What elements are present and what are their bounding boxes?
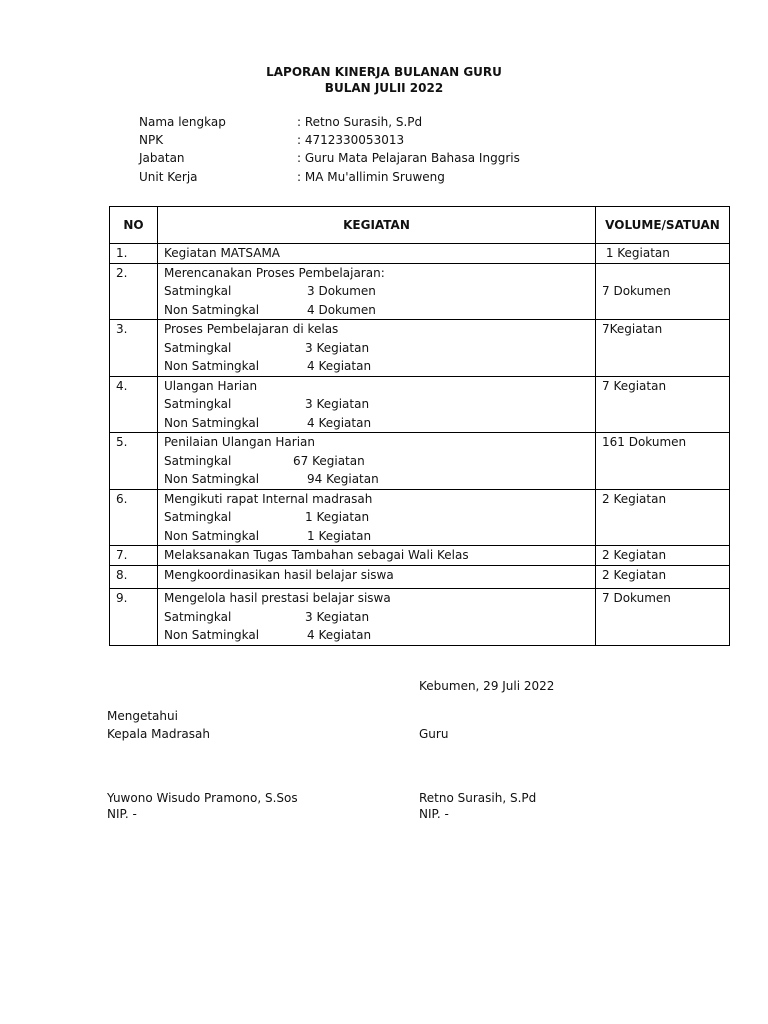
row-no: 4. (110, 376, 158, 433)
row-activity (158, 433, 596, 490)
info-value-position: : Guru Mata Pelajaran Bahasa Inggris (297, 151, 520, 165)
row-activity-text: Proses Pembelajaran di kelas (164, 322, 339, 336)
row-activity-text: Mengkoordinasikan hasil belajar siswa (164, 567, 394, 582)
table-row (110, 263, 730, 320)
sub-item (164, 339, 589, 358)
row-activity-text: Melaksanakan Tugas Tambahan sebagai Wali Kelas (164, 548, 469, 562)
row-no: 6. (110, 489, 158, 546)
sub-label: Non Satmingkal (164, 528, 260, 543)
sub-value: 4 Kegiatan (307, 415, 372, 430)
sub-label: Non Satmingkal (164, 302, 260, 317)
table-row (110, 320, 730, 377)
row-activity-text: Merencanakan Proses Pembelajaran: (164, 265, 385, 280)
row-activity (158, 546, 596, 566)
row-activity (158, 263, 596, 320)
sub-value: 1 Kegiatan (305, 510, 370, 524)
row-activity (158, 376, 596, 433)
teacher-nip: NIP. - (419, 807, 449, 821)
sub-value: 67 Kegiatan (293, 453, 365, 468)
activity-table (109, 206, 730, 646)
row-activity-text: Kegiatan MATSAMA (164, 246, 281, 260)
row-volume: 7 Dokumen (596, 589, 730, 646)
info-label-position: Jabatan (139, 151, 185, 165)
row-activity-text: Mengelola hasil prestasi belajar siswa (164, 591, 391, 605)
sub-item (164, 470, 589, 489)
sub-label: Satmingkal (164, 453, 232, 468)
header-activity: KEGIATAN (158, 207, 596, 244)
sub-value: 1 Kegiatan (307, 528, 372, 543)
info-label-name: Nama lengkap (139, 115, 226, 129)
table-row (110, 589, 730, 646)
sub-value: 3 Kegiatan (305, 397, 370, 411)
row-activity-text: Ulangan Harian (164, 378, 258, 393)
sub-label: Satmingkal (164, 397, 232, 411)
sub-item (164, 282, 589, 301)
sub-value: 4 Kegiatan (307, 359, 372, 373)
row-activity (158, 320, 596, 377)
sub-item (164, 414, 589, 433)
acknowledged-label: Mengetahui (107, 709, 178, 723)
row-no: 7. (110, 546, 158, 566)
row-activity (158, 244, 596, 264)
row-volume: 7 Kegiatan (596, 376, 730, 433)
principal-role: Kepala Madrasah (107, 727, 210, 741)
row-no: 1. (110, 244, 158, 264)
row-volume: 1 Kegiatan (596, 244, 730, 264)
sub-item (164, 301, 589, 320)
row-no: 2. (110, 263, 158, 320)
sub-label: Satmingkal (164, 340, 232, 355)
principal-name: Yuwono Wisudo Pramono, S.Sos (107, 791, 298, 805)
sub-label: Non Satmingkal (164, 415, 260, 430)
sub-item (164, 608, 589, 627)
row-activity (158, 489, 596, 546)
teacher-name: Retno Surasih, S.Pd (419, 791, 537, 805)
sub-label: Non Satmingkal (164, 359, 260, 373)
header-volume: VOLUME/SATUAN (596, 207, 730, 244)
sub-item (164, 508, 589, 527)
table-header-row (110, 207, 730, 244)
place-date: Kebumen, 29 Juli 2022 (419, 679, 555, 693)
sub-label: Satmingkal (164, 510, 232, 524)
info-label-npk: NPK (139, 133, 164, 147)
sub-item (164, 626, 589, 645)
sub-item (164, 357, 589, 376)
sub-label: Non Satmingkal (164, 472, 260, 486)
report-subtitle: BULAN JULII 2022 (324, 81, 444, 95)
sub-value: 3 Kegiatan (305, 609, 370, 624)
row-volume: 161 Dokumen (596, 433, 730, 490)
info-value-npk: : 4712330053013 (297, 133, 405, 147)
sub-label: Satmingkal (164, 609, 232, 624)
table-row (110, 376, 730, 433)
report-title: LAPORAN KINERJA BULANAN GURU (266, 65, 502, 79)
table-row (110, 565, 730, 589)
row-volume: 7Kegiatan (596, 320, 730, 377)
teacher-role: Guru (419, 727, 449, 741)
info-label-unit: Unit Kerja (139, 170, 198, 184)
row-no: 9. (110, 589, 158, 646)
row-volume: 2 Kegiatan (596, 489, 730, 546)
info-value-unit: : MA Mu'allimin Sruweng (297, 170, 445, 184)
sub-value: 94 Kegiatan (307, 472, 379, 486)
sub-item (164, 452, 589, 471)
sub-label: Non Satmingkal (164, 628, 260, 642)
row-no: 3. (110, 320, 158, 377)
principal-nip: NIP. - (107, 807, 137, 821)
info-value-name: : Retno Surasih, S.Pd (297, 115, 423, 129)
sub-value: 3 Kegiatan (305, 340, 370, 355)
sub-value: 4 Dokumen (307, 302, 376, 317)
row-volume: 7 Dokumen (596, 263, 730, 320)
header-no: NO (110, 207, 158, 244)
sub-label: Satmingkal (164, 284, 232, 298)
sub-value: 3 Dokumen (307, 284, 376, 298)
table-row (110, 489, 730, 546)
sub-item (164, 527, 589, 546)
row-no: 5. (110, 433, 158, 490)
row-no: 8. (110, 565, 158, 589)
sub-item (164, 395, 589, 414)
table-row (110, 244, 730, 264)
row-activity (158, 589, 596, 646)
row-activity (158, 565, 596, 589)
row-volume: 2 Kegiatan (596, 546, 730, 566)
sub-value: 4 Kegiatan (307, 628, 372, 642)
row-activity-text: Penilaian Ulangan Harian (164, 435, 315, 449)
table-row (110, 433, 730, 490)
row-volume: 2 Kegiatan (596, 565, 730, 589)
table-row (110, 546, 730, 566)
row-activity-text: Mengikuti rapat Internal madrasah (164, 491, 373, 506)
